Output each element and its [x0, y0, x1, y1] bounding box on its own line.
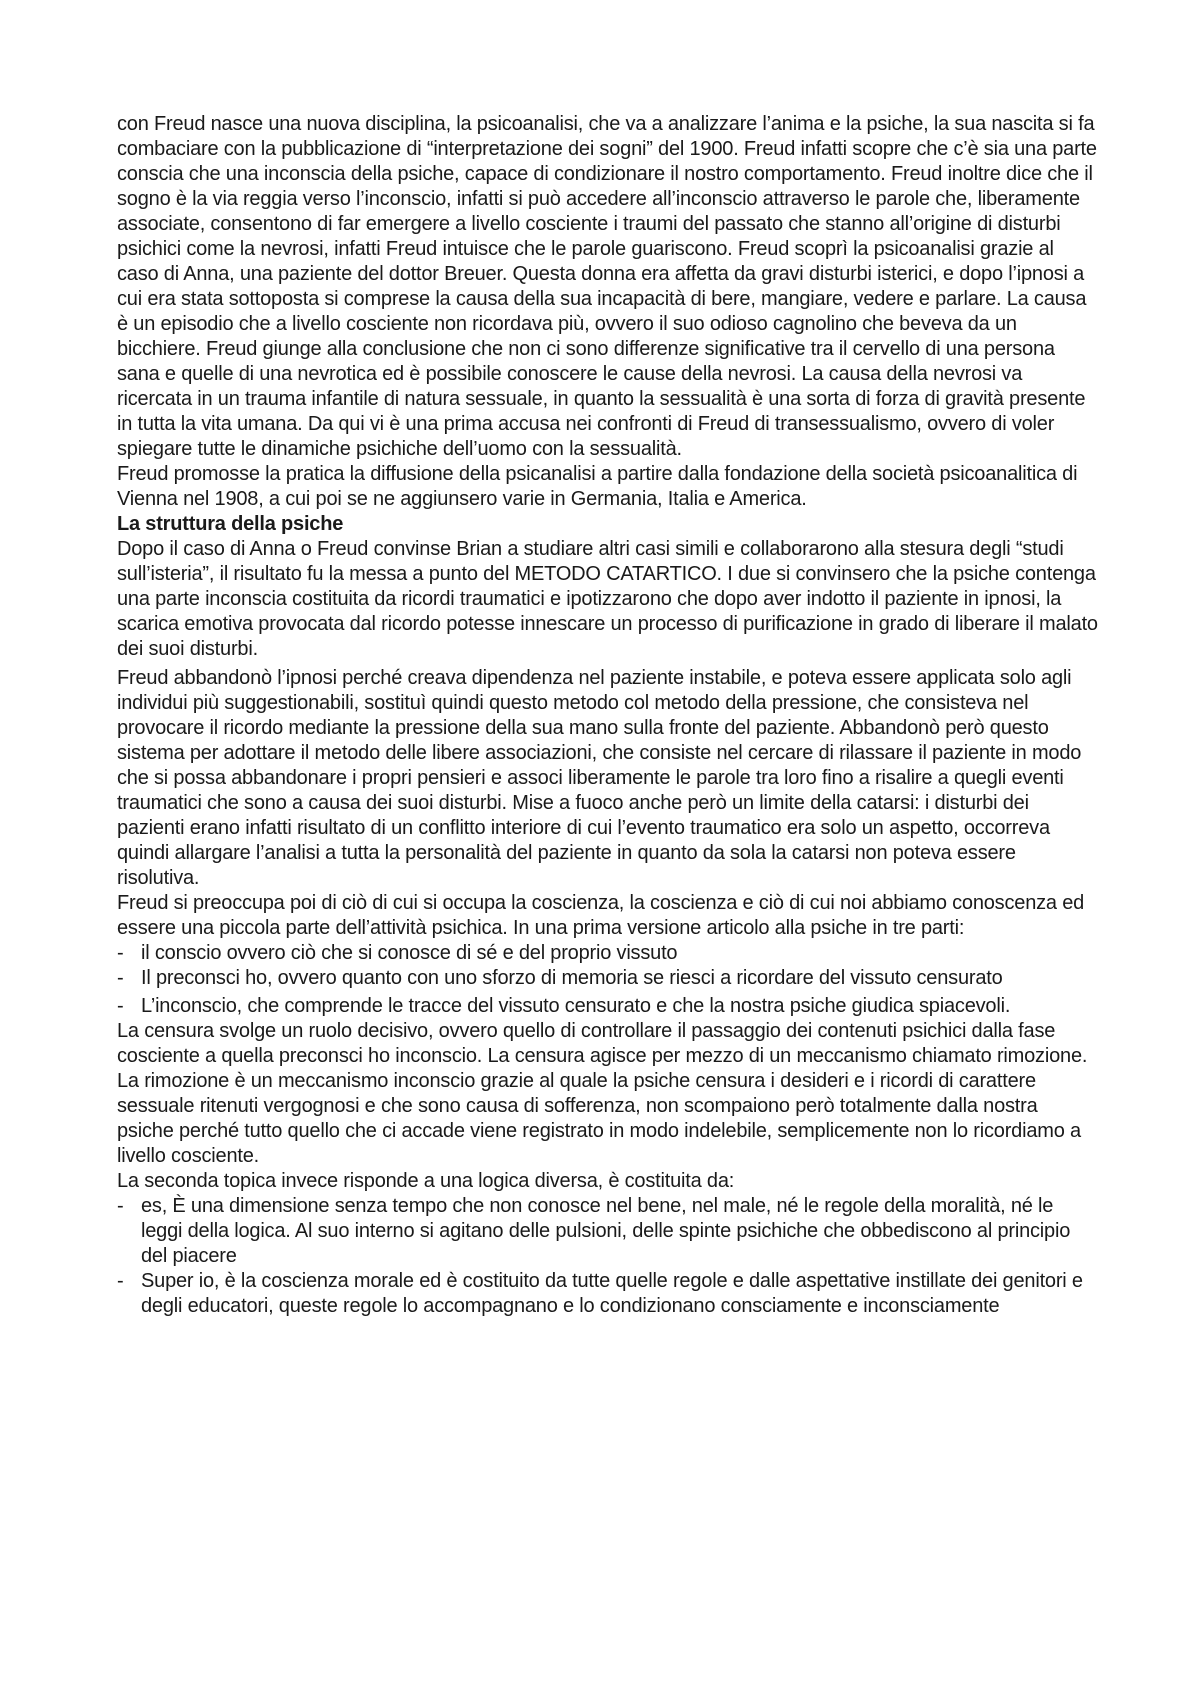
list-item-text: es, È una dimensione senza tempo che non conosce nel bene, nel male, né le regole della moralità, né le leggi della logica. Al suo interno si agitano delle pulsioni, delle spinte psichiche che obbediscono al principio del piacere — [141, 1195, 1071, 1267]
list-item — [117, 994, 1099, 1019]
paragraph-free-association: Freud abbandonò l’ipnosi perché creava dipendenza nel paziente instabile, e poteva essere applicata solo agli individui più suggestionabili, sostituì quindi questo metodo col metodo della pressione, che consisteva nel provocare il ricordo mediante la pressione della sua mano sulla fronte del paziente. Abbandonò però questo sistema per adottare il metodo delle libere associazioni, che consiste nel cercare di rilassare il paziente in modo che si possa abbandonare i propri pensieri e associ liberamente le parole tra loro fino a risalire a quegli eventi traumatici che sono a causa dei suoi disturbi. Mise a fuoco anche però un limite della catarsi: i disturbi dei pazienti erano infatti risultato di un conflitto interiore di cui l’evento traumatico era solo un aspetto, occorreva quindi allargare l’analisi a tutta la personalità del paziente in quanto da sola la catarsi non poteva essere risolutiva. — [117, 667, 1082, 889]
dash-bullet: - — [117, 995, 124, 1017]
paragraph-second-topic: La seconda topica invece risponde a una logica diversa, è costituita da: — [117, 1170, 735, 1192]
paragraph-diffusion: Freud promosse la pratica la diffusione della psicanalisi a partire dalla fondazione della società psicoanalitica di Vienna nel 1908, a cui poi se ne aggiunsero varie in Germania, Italia e America. — [117, 463, 1078, 510]
first-topic-list — [117, 941, 1099, 1019]
list-item-text: L’inconscio, che comprende le tracce del vissuto censurato e che la nostra psiche giudica spiacevoli. — [141, 995, 1011, 1017]
list-item — [117, 1194, 1099, 1269]
dash-bullet: - — [117, 942, 124, 964]
dash-bullet: - — [117, 1195, 124, 1217]
second-topic-list — [117, 1194, 1099, 1319]
list-item — [117, 966, 1099, 991]
paragraph-consciousness: Freud si preoccupa poi di ciò di cui si occupa la coscienza, la coscienza e ciò di cui noi abbiamo conoscenza ed essere una piccola parte dell’attività psichica. In una prima versione articolo alla psiche in tre parti: — [117, 892, 1085, 939]
list-item — [117, 941, 1099, 966]
dash-bullet: - — [117, 967, 124, 989]
document-page — [117, 112, 1099, 1319]
dash-bullet: - — [117, 1270, 124, 1292]
list-item-text: Super io, è la coscienza morale ed è costituito da tutte quelle regole e dalle aspettative instillate dei genitori e degli educatori, queste regole lo accompagnano e lo condizionano consciamente e inconsciamente — [141, 1270, 1083, 1317]
paragraph-censorship: La censura svolge un ruolo decisivo, ovvero quello di controllare il passaggio dei contenuti psichici dalla fase cosciente a quella preconsci ho inconscio. La censura agisce per mezzo di un meccanismo chiamato rimozione. La rimozione è un meccanismo inconscio grazie al quale la psiche censura i desideri e i ricordi di carattere sessuale ritenuti vergognosi e che sono causa di sofferenza, non scompaiono però totalmente dalla nostra psiche perché tutto quello che ci accade viene registrato in modo indelebile, semplicemente non lo ricordiamo a livello cosciente. — [117, 1020, 1088, 1167]
paragraph-intro: con Freud nasce una nuova disciplina, la psicoanalisi, che va a analizzare l’anima e la psiche, la sua nascita si fa combaciare con la pubblicazione di “interpretazione dei sogni” del 1900. Freud infatti scopre che c’è sia una parte conscia che una inconscia della psiche, capace di condizionare il nostro comportamento. Freud inoltre dice che il sogno è la via reggia verso l’inconscio, infatti si può accedere all’inconscio attraverso le parole che, liberamente associate, consentono di far emergere a livello cosciente i traumi del passato che stanno all’origine di disturbi psichici come la nevrosi, infatti Freud intuisce che le parole guariscono. Freud scoprì la psicoanalisi grazie al caso di Anna, una paziente del dottor Breuer. Questa donna era affetta da gravi disturbi isterici, e dopo l’ipnosi a cui era stata sottoposta si comprese la causa della sua incapacità di bere, mangiare, vedere e parlare. La causa è un episodio che a livello cosciente non ricordava più, ovvero il suo odioso cagnolino che beveva da un bicchiere. Freud giunge alla conclusione che non ci sono differenze significative tra il cervello di una persona sana e quelle di una nevrotica ed è possibile conoscere le cause della nevrosi. La causa della nevrosi va ricercata in un trauma infantile di natura sessuale, in quanto la sessualità è una sorta di forza di gravità presente in tutta la vita umana. Da qui vi è una prima accusa nei confronti di Freud di transessualismo, ovvero di voler spiegare tutte le dinamiche psichiche dell’uomo con la sessualità. — [117, 113, 1097, 460]
paragraph-cathartic-method: Dopo il caso di Anna o Freud convinse Brian a studiare altri casi simili e collaborarono alla stesura degli “studi sull’isteria”, il risultato fu la messa a punto del METODO CATARTICO. I due si convinsero che la psiche contenga una parte inconscia costituita da ricordi traumatici e ipotizzarono che dopo aver indotto il paziente in ipnosi, la scarica emotiva provocata dal ricordo potesse innescare un processo di purificazione in grado di liberare il malato dei suoi disturbi. — [117, 538, 1098, 660]
list-item-text: Il preconsci ho, ovvero quanto con uno sforzo di memoria se riesci a ricordare del vissuto censurato — [141, 967, 1003, 989]
section-heading: La struttura della psiche — [117, 513, 344, 535]
list-item-text: il conscio ovvero ciò che si conosce di sé e del proprio vissuto — [141, 942, 678, 964]
list-item — [117, 1269, 1099, 1319]
